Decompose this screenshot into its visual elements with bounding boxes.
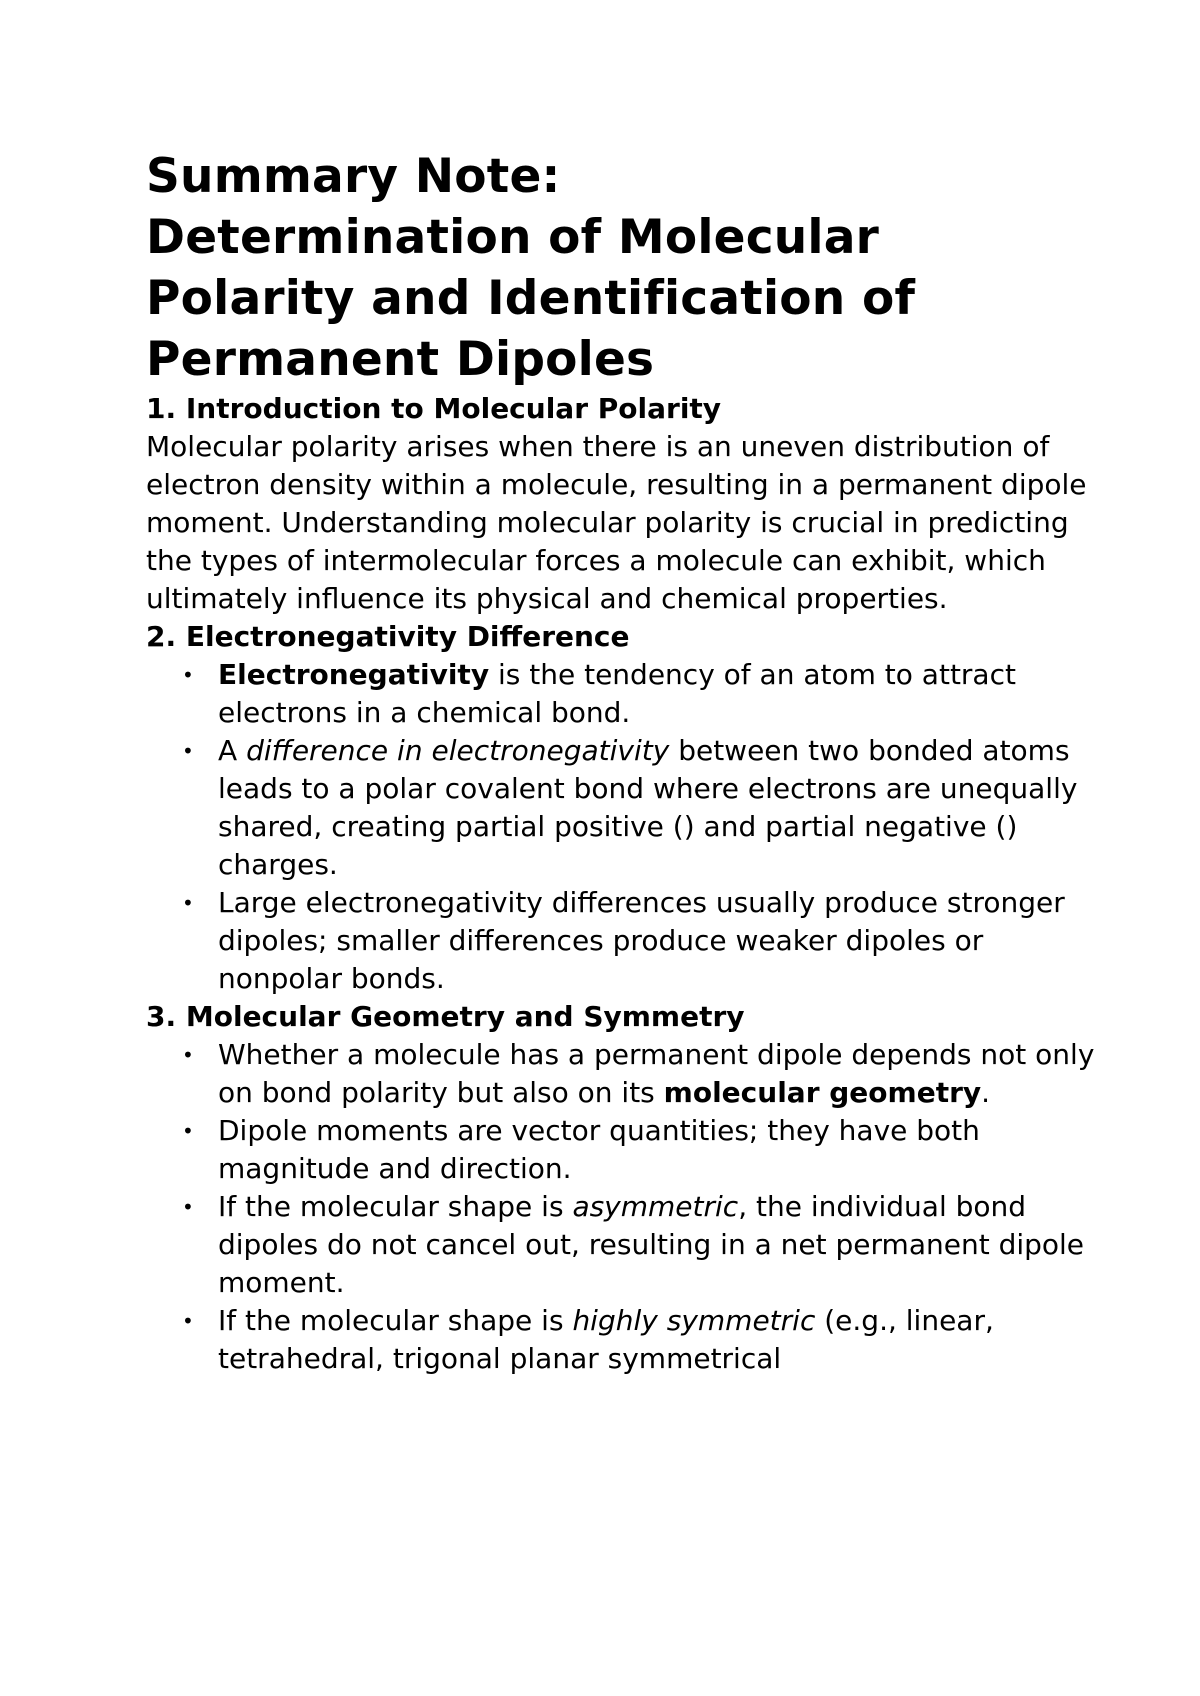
title-line: Determination of Molecular — [146, 210, 880, 265]
list-item — [182, 1036, 1106, 1112]
term-electronegativity: Electronegativity — [218, 658, 490, 691]
section-heading-geometry: 3. Molecular Geometry and Symmetry — [146, 1000, 745, 1033]
bullet-icon: • — [182, 1043, 194, 1067]
list-item — [182, 884, 1106, 998]
list-item — [182, 656, 1106, 732]
section-heading-electronegativity: 2. Electronegativity Difference — [146, 620, 630, 653]
bullet-icon: • — [182, 1195, 194, 1219]
geometry-list — [146, 1036, 1106, 1378]
list-item — [182, 1188, 1106, 1302]
term-molecular-geometry: molecular geometry — [663, 1076, 982, 1109]
list-item — [182, 732, 1106, 884]
list-item — [182, 1112, 1106, 1188]
section-heading-introduction: 1. Introduction to Molecular Polarity — [146, 392, 722, 425]
emphasis-text: highly symmetric — [572, 1304, 816, 1337]
bullet-icon: • — [182, 739, 194, 763]
list-item-text: Large electronegativity differences usually produce stronger dipoles; smaller differences produce weaker dipoles or nonpolar bonds. — [218, 886, 1065, 995]
bullet-icon: • — [182, 891, 194, 915]
title-line: Polarity and Identification of — [146, 271, 916, 326]
emphasis-text: asymmetric — [572, 1190, 739, 1223]
document-page — [146, 146, 1106, 1378]
list-item-text: between two bonded atoms leads to a polar covalent bond where electrons are unequally shared, creating partial positive () and partial negative () charges. — [218, 734, 1078, 881]
list-item-text: If the molecular shape is — [218, 1304, 573, 1337]
emphasis-text: difference in electronegativity — [246, 734, 670, 767]
document-title — [146, 146, 1106, 390]
electronegativity-list — [146, 656, 1106, 998]
bullet-icon: • — [182, 1119, 194, 1143]
list-item-text: If the molecular shape is — [218, 1190, 573, 1223]
list-item-text: is the tendency of an atom to attract electrons in a chemical bond. — [218, 658, 1016, 729]
bullet-icon: • — [182, 663, 194, 687]
bullet-icon: • — [182, 1309, 194, 1333]
list-item-text: A — [218, 734, 247, 767]
list-item-text: . — [981, 1076, 991, 1109]
list-item — [182, 1302, 1106, 1378]
list-item-text: (e.g., linear, tetrahedral, trigonal planar symmetrical — [218, 1304, 994, 1375]
list-item-text: Dipole moments are vector quantities; they have both magnitude and direction. — [218, 1114, 980, 1185]
list-item-text: Whether a molecule has a permanent dipole depends not only on bond polarity but also on its — [218, 1038, 1095, 1109]
title-line: Permanent Dipoles — [146, 332, 655, 387]
title-line: Summary Note: — [146, 149, 561, 204]
introduction-paragraph: Molecular polarity arises when there is an uneven distribution of electron density within a molecule, resulting in a permanent dipole moment. Understanding molecular polarity is crucial in predicting the types of intermolecular forces a molecule can exhibit, which ultimately influence its physical and chemical properties. — [146, 430, 1087, 615]
list-item-text: , the individual bond dipoles do not cancel out, resulting in a net permanent dipole moment. — [218, 1190, 1085, 1299]
